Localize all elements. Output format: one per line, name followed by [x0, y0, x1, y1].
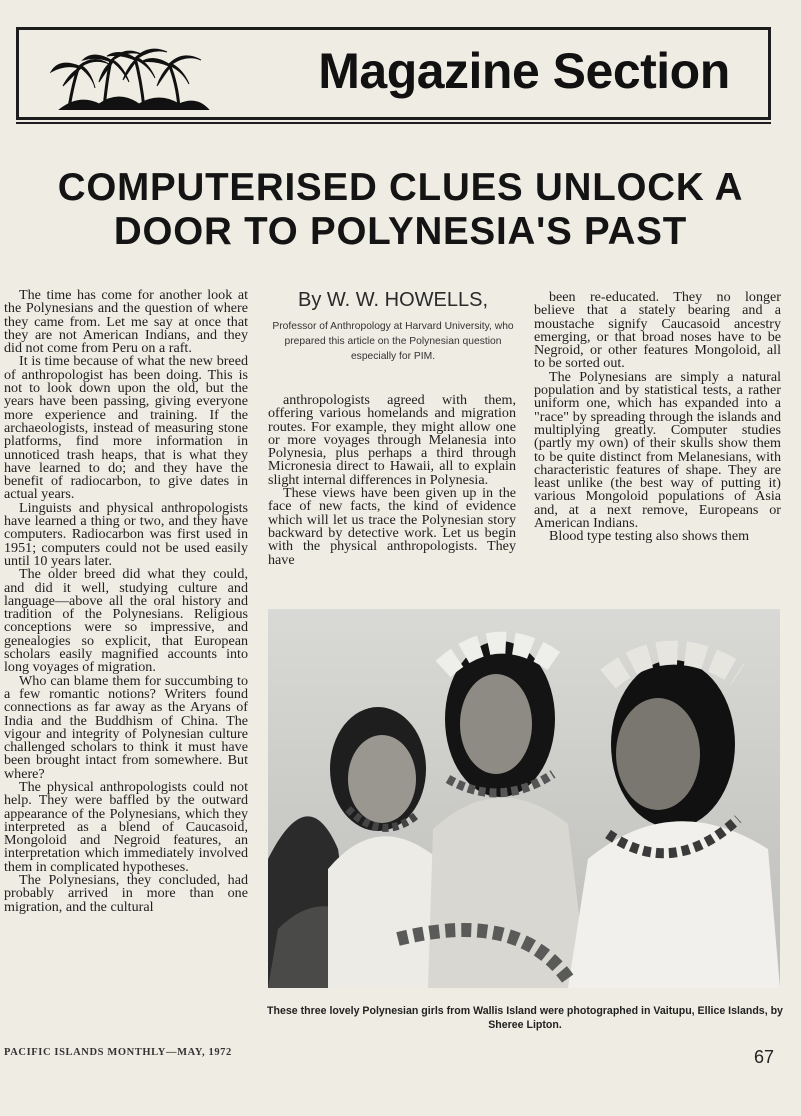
article-headline: COMPUTERISED CLUES UNLOCK A DOOR TO POLYNESIA'S PAST	[57, 166, 744, 253]
paragraph: The time has come for another look at the Polynesians and the question of where they came from. Let me say at once that they are not American Indians, and they did not come from Peru on a raft.	[4, 287, 248, 357]
author-note: Professor of Anthropology at Harvard University, who prepared this article on the Polynesian question especially for PIM.	[272, 321, 514, 362]
article-column-2	[268, 394, 516, 567]
paragraph: Who can blame them for succumbing to a few romantic notions? Writers found connections as far away as the Aryans of India and the Buddhism of China. The vigour and integrity of Polynesian culture challenged scholars to think it must have been brought intact from somewhere. But where?	[4, 672, 248, 782]
article-column-3	[534, 291, 781, 544]
paragraph: The physical anthropologists could not help. They were baffled by the outward appearance of the Polynesians, which they interpreted as a blend of Caucasoid, Mongoloid and Negroid features, an interpretation which immediately involved them in complicated hypotheses.	[4, 778, 248, 875]
paragraph: The older breed did what they could, and did it well, studying culture and language—above all the oral history and tradition of the Polynesians. Religious conceptions were so impressive, and genealogies so explicit, that European scholars easily magnified accounts into long voyages of migration.	[4, 566, 248, 676]
magazine-section-banner	[16, 27, 771, 120]
section-title: Magazine Section	[318, 43, 730, 99]
paragraph: Blood type testing also shows them	[549, 528, 750, 545]
paragraph: been re-educated. They no longer believe that a stately bearing and a moustache signify Caucasoid ancestry emerging, or that broad noses have to be Negroid, or other features Mongoloid, all to be sorted out.	[534, 289, 781, 372]
photo-caption: These three lovely Polynesian girls from Wallis Island were photographed in Vaitupu, Ellice Islands, by Sheree Lipton.	[267, 1005, 783, 1031]
author-byline: By W. W. HOWELLS,	[297, 289, 489, 311]
paragraph: The Polynesians are simply a natural population and by statistical tests, a rather uniform one, which has expanded into a "race" by spreading through the islands and multiplying greatly. Computer studies (partly my own) of their skulls show them to be quite distinct from Melanesians, with characteristic features of shape. They are least unlike (the best way of putting it) various Mongoloid populations of Asia and, at a next remove, Europeans or American Indians.	[534, 368, 781, 532]
paragraph: These views have been given up in the face of new facts, the kind of evidence which will let us trace the Polynesian story backward by detective work. Let us begin with the physical anthropologists. They have	[268, 485, 516, 568]
page-number: 67	[754, 1047, 775, 1067]
paragraph: anthropologists agreed with them, offering various homelands and migration routes. For example, they might allow one or more voyages through Melanesia into Polynesia, plus perhaps a third through Micronesia direct to Hawaii, all to explain slight internal differences in Polynesia.	[268, 392, 516, 488]
paragraph: Linguists and physical anthropologists have learned a thing or two, and they have computers. Radiocarbon was first used in 1951; computers could not be used easily until 10 years later.	[4, 499, 248, 569]
photo-polynesian-girls	[268, 609, 780, 988]
footer-publication: PACIFIC ISLANDS MONTHLY—MAY, 1972	[4, 1047, 232, 1058]
paragraph: The Polynesians, they concluded, had probably arrived in more than one migration, and the cultural	[4, 872, 248, 915]
paragraph: It is time because of what the new breed of anthropologist has been doing. This is not to look down upon the old, but the years have been passing, giving everyone more experience and training. If the archaeologists, instead of measuring stone platforms, find more information in unnoticed trash heaps, that is what they have learned to do; and they have the benefit of radiocarbon, to give dates in actual years.	[4, 353, 248, 503]
palm-trees-icon	[49, 38, 214, 110]
article-column-1	[4, 289, 248, 914]
